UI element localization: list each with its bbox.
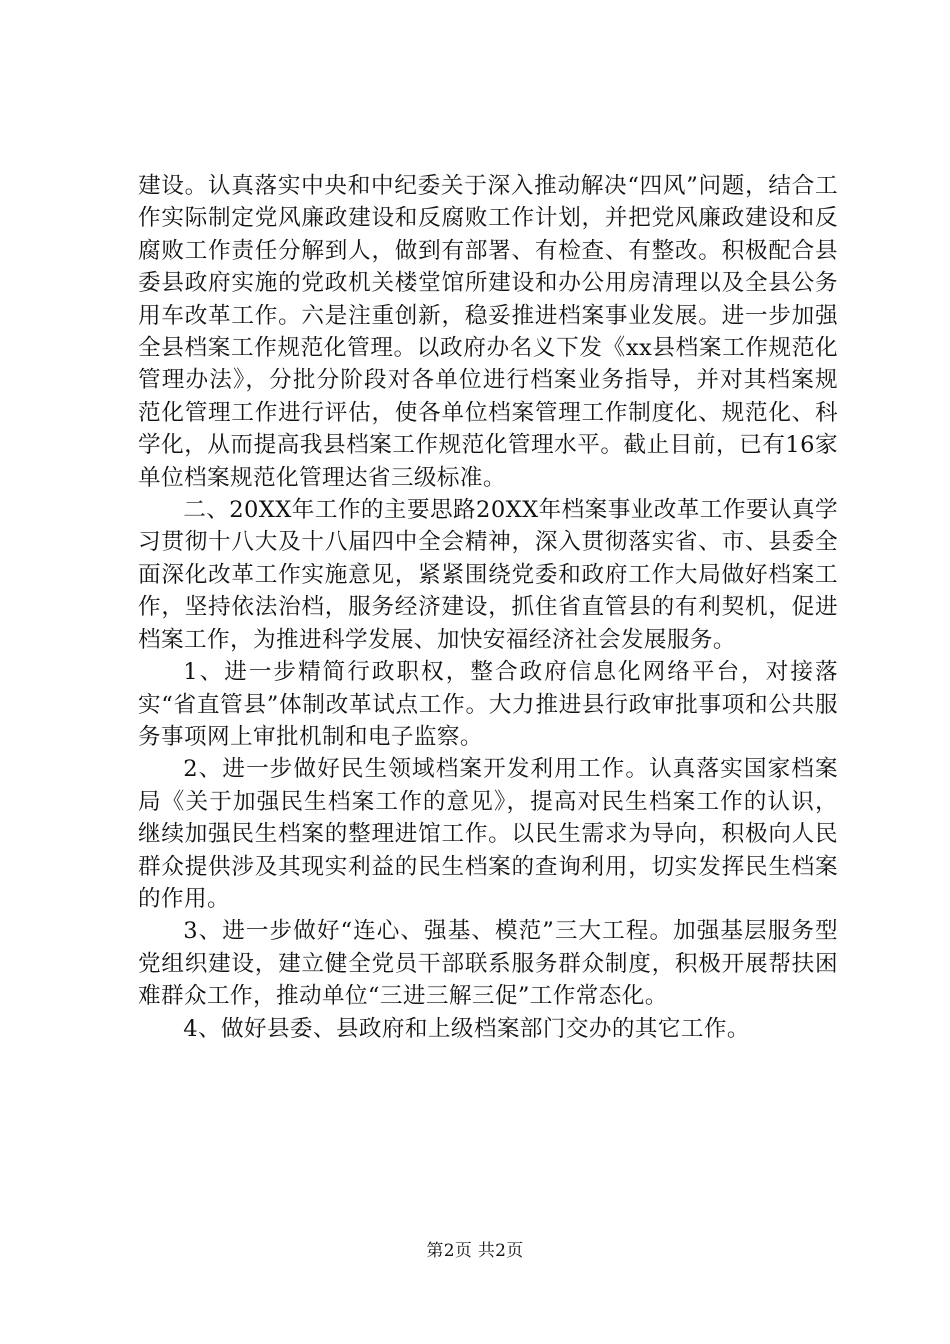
document-body: [138, 170, 838, 1045]
paragraph: 3、进一步做好“连心、强基、模范”三大工程。加强基层服务型党组织建设，建立健全党员干部联系服务群众制度，积极开展帮扶困难群众工作，推动单位“三进三解三促”工作常态化。: [138, 918, 838, 1010]
paragraph: 二、20XX年工作的主要思路20XX年档案事业改革工作要认真学习贯彻十八大及十八届四中全会精神，深入贯彻落实省、市、县委全面深化改革工作实施意见，紧紧围绕党委和政府工作大局做好档案工作，坚持依法治档，服务经济建设，抓住省直管县的有利契机，促进档案工作，为推进科学发展、加快安福经济社会发展服务。: [138, 497, 838, 653]
paragraph: 2、进一步做好民生领域档案开发利用工作。认真落实国家档案局《关于加强民生档案工作的意见》，提高对民生档案工作的认识，继续加强民生档案的整理进馆工作。以民生需求为导向，积极向人民群众提供涉及其现实利益的民生档案的查询利用，切实发挥民生档案的作用。: [138, 756, 838, 912]
paragraph: 1、进一步精简行政职权，整合政府信息化网络平台，对接落实“省直管县”体制改革试点工作。大力推进县行政审批事项和公共服务事项网上审批机制和电子监察。: [138, 659, 838, 750]
page-number-footer: 第2页 共2页: [426, 1241, 524, 1261]
paragraph: 建设。认真落实中央和中纪委关于深入推动解决“四风”问题，结合工作实际制定党风廉政建设和反腐败工作计划，并把党风廉政建设和反腐败工作责任分解到人，做到有部署、有检查、有整改。积极配合县委县政府实施的党政机关楼堂馆所建设和办公用房清理以及全县公务用车改革工作。六是注重创新，稳妥推进档案事业发展。进一步加强全县档案工作规范化管理。以政府办名义下发《xx县档案工作规范化管理办法》，分批分阶段对各单位进行档案业务指导，并对其档案规范化管理工作进行评估，使各单位档案管理工作制度化、规范化、科学化，从而提高我县档案工作规范化管理水平。截止目前，已有16家单位档案规范化管理达省三级标准。: [138, 173, 838, 491]
paragraph: 4、做好县委、县政府和上级档案部门交办的其它工作。: [183, 1015, 750, 1042]
